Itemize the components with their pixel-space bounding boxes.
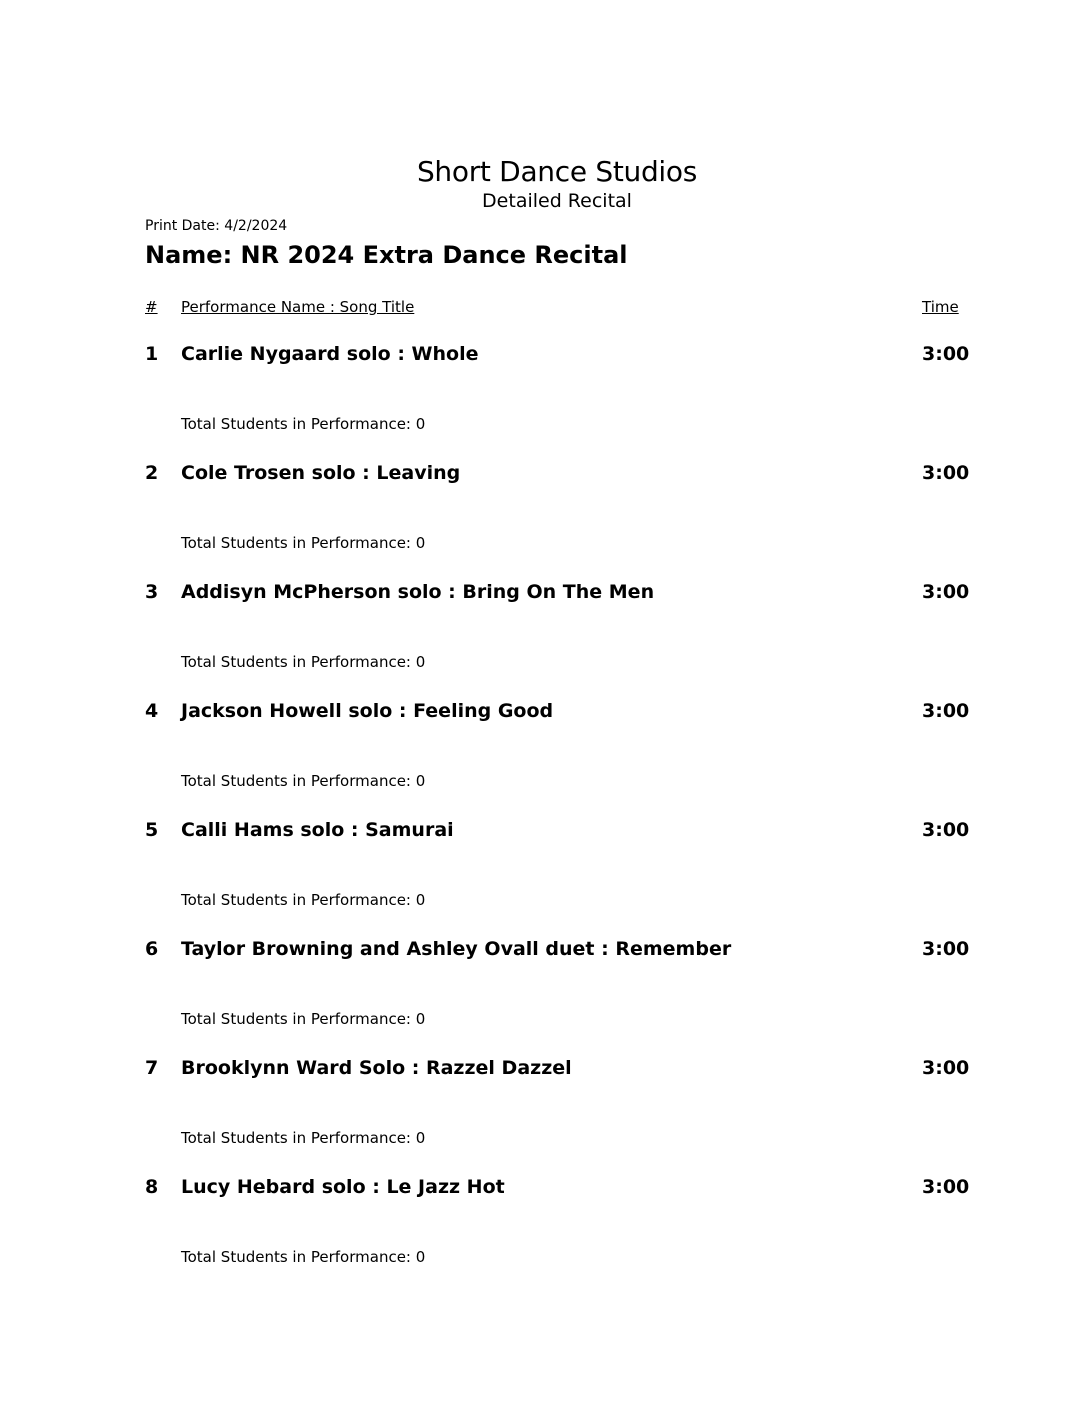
performance-number: 6 <box>145 938 159 960</box>
performance-row <box>0 819 1088 938</box>
performance-student-total: Total Students in Performance: 0 <box>181 653 426 671</box>
performance-student-total: Total Students in Performance: 0 <box>181 534 426 552</box>
performance-time: 3:00 <box>922 343 970 365</box>
performance-title: Cole Trosen solo : Leaving <box>181 462 461 484</box>
recital-name: Name: NR 2024 Extra Dance Recital <box>145 241 628 269</box>
performance-number: 2 <box>145 462 159 484</box>
performance-time: 3:00 <box>922 700 970 722</box>
performance-row <box>0 462 1088 581</box>
column-header-title: Performance Name : Song Title <box>181 298 415 316</box>
print-date: Print Date: 4/2/2024 <box>145 218 288 234</box>
performance-title: Carlie Nygaard solo : Whole <box>181 343 479 365</box>
performance-student-total: Total Students in Performance: 0 <box>181 1010 426 1028</box>
performance-time: 3:00 <box>922 1057 970 1079</box>
performance-number: 5 <box>145 819 159 841</box>
performance-row <box>0 343 1088 462</box>
performance-title: Addisyn McPherson solo : Bring On The Men <box>181 581 655 603</box>
performance-row <box>0 1176 1088 1295</box>
performance-student-total: Total Students in Performance: 0 <box>181 415 426 433</box>
studio-name: Short Dance Studios <box>416 155 698 188</box>
performance-number: 7 <box>145 1057 159 1079</box>
column-header-time: Time <box>922 298 959 316</box>
column-header-number: # <box>145 298 158 316</box>
performance-title: Calli Hams solo : Samurai <box>181 819 454 841</box>
performance-time: 3:00 <box>922 819 970 841</box>
performance-student-total: Total Students in Performance: 0 <box>181 1248 426 1266</box>
performance-time: 3:00 <box>922 581 970 603</box>
performance-time: 3:00 <box>922 462 970 484</box>
performance-row <box>0 938 1088 1057</box>
performance-row <box>0 1057 1088 1176</box>
performance-number: 4 <box>145 700 159 722</box>
performance-time: 3:00 <box>922 938 970 960</box>
performance-title: Taylor Browning and Ashley Ovall duet : Remember <box>181 938 732 960</box>
performance-student-total: Total Students in Performance: 0 <box>181 1129 426 1147</box>
performance-student-total: Total Students in Performance: 0 <box>181 891 426 909</box>
performance-row <box>0 700 1088 819</box>
performance-number: 3 <box>145 581 159 603</box>
performance-time: 3:00 <box>922 1176 970 1198</box>
performance-title: Brooklynn Ward Solo : Razzel Dazzel <box>181 1057 572 1079</box>
performance-row <box>0 581 1088 700</box>
performance-number: 8 <box>145 1176 159 1198</box>
performance-title: Lucy Hebard solo : Le Jazz Hot <box>181 1176 505 1198</box>
performance-number: 1 <box>145 343 159 365</box>
performance-title: Jackson Howell solo : Feeling Good <box>181 700 554 722</box>
report-type: Detailed Recital <box>482 190 632 212</box>
performance-student-total: Total Students in Performance: 0 <box>181 772 426 790</box>
